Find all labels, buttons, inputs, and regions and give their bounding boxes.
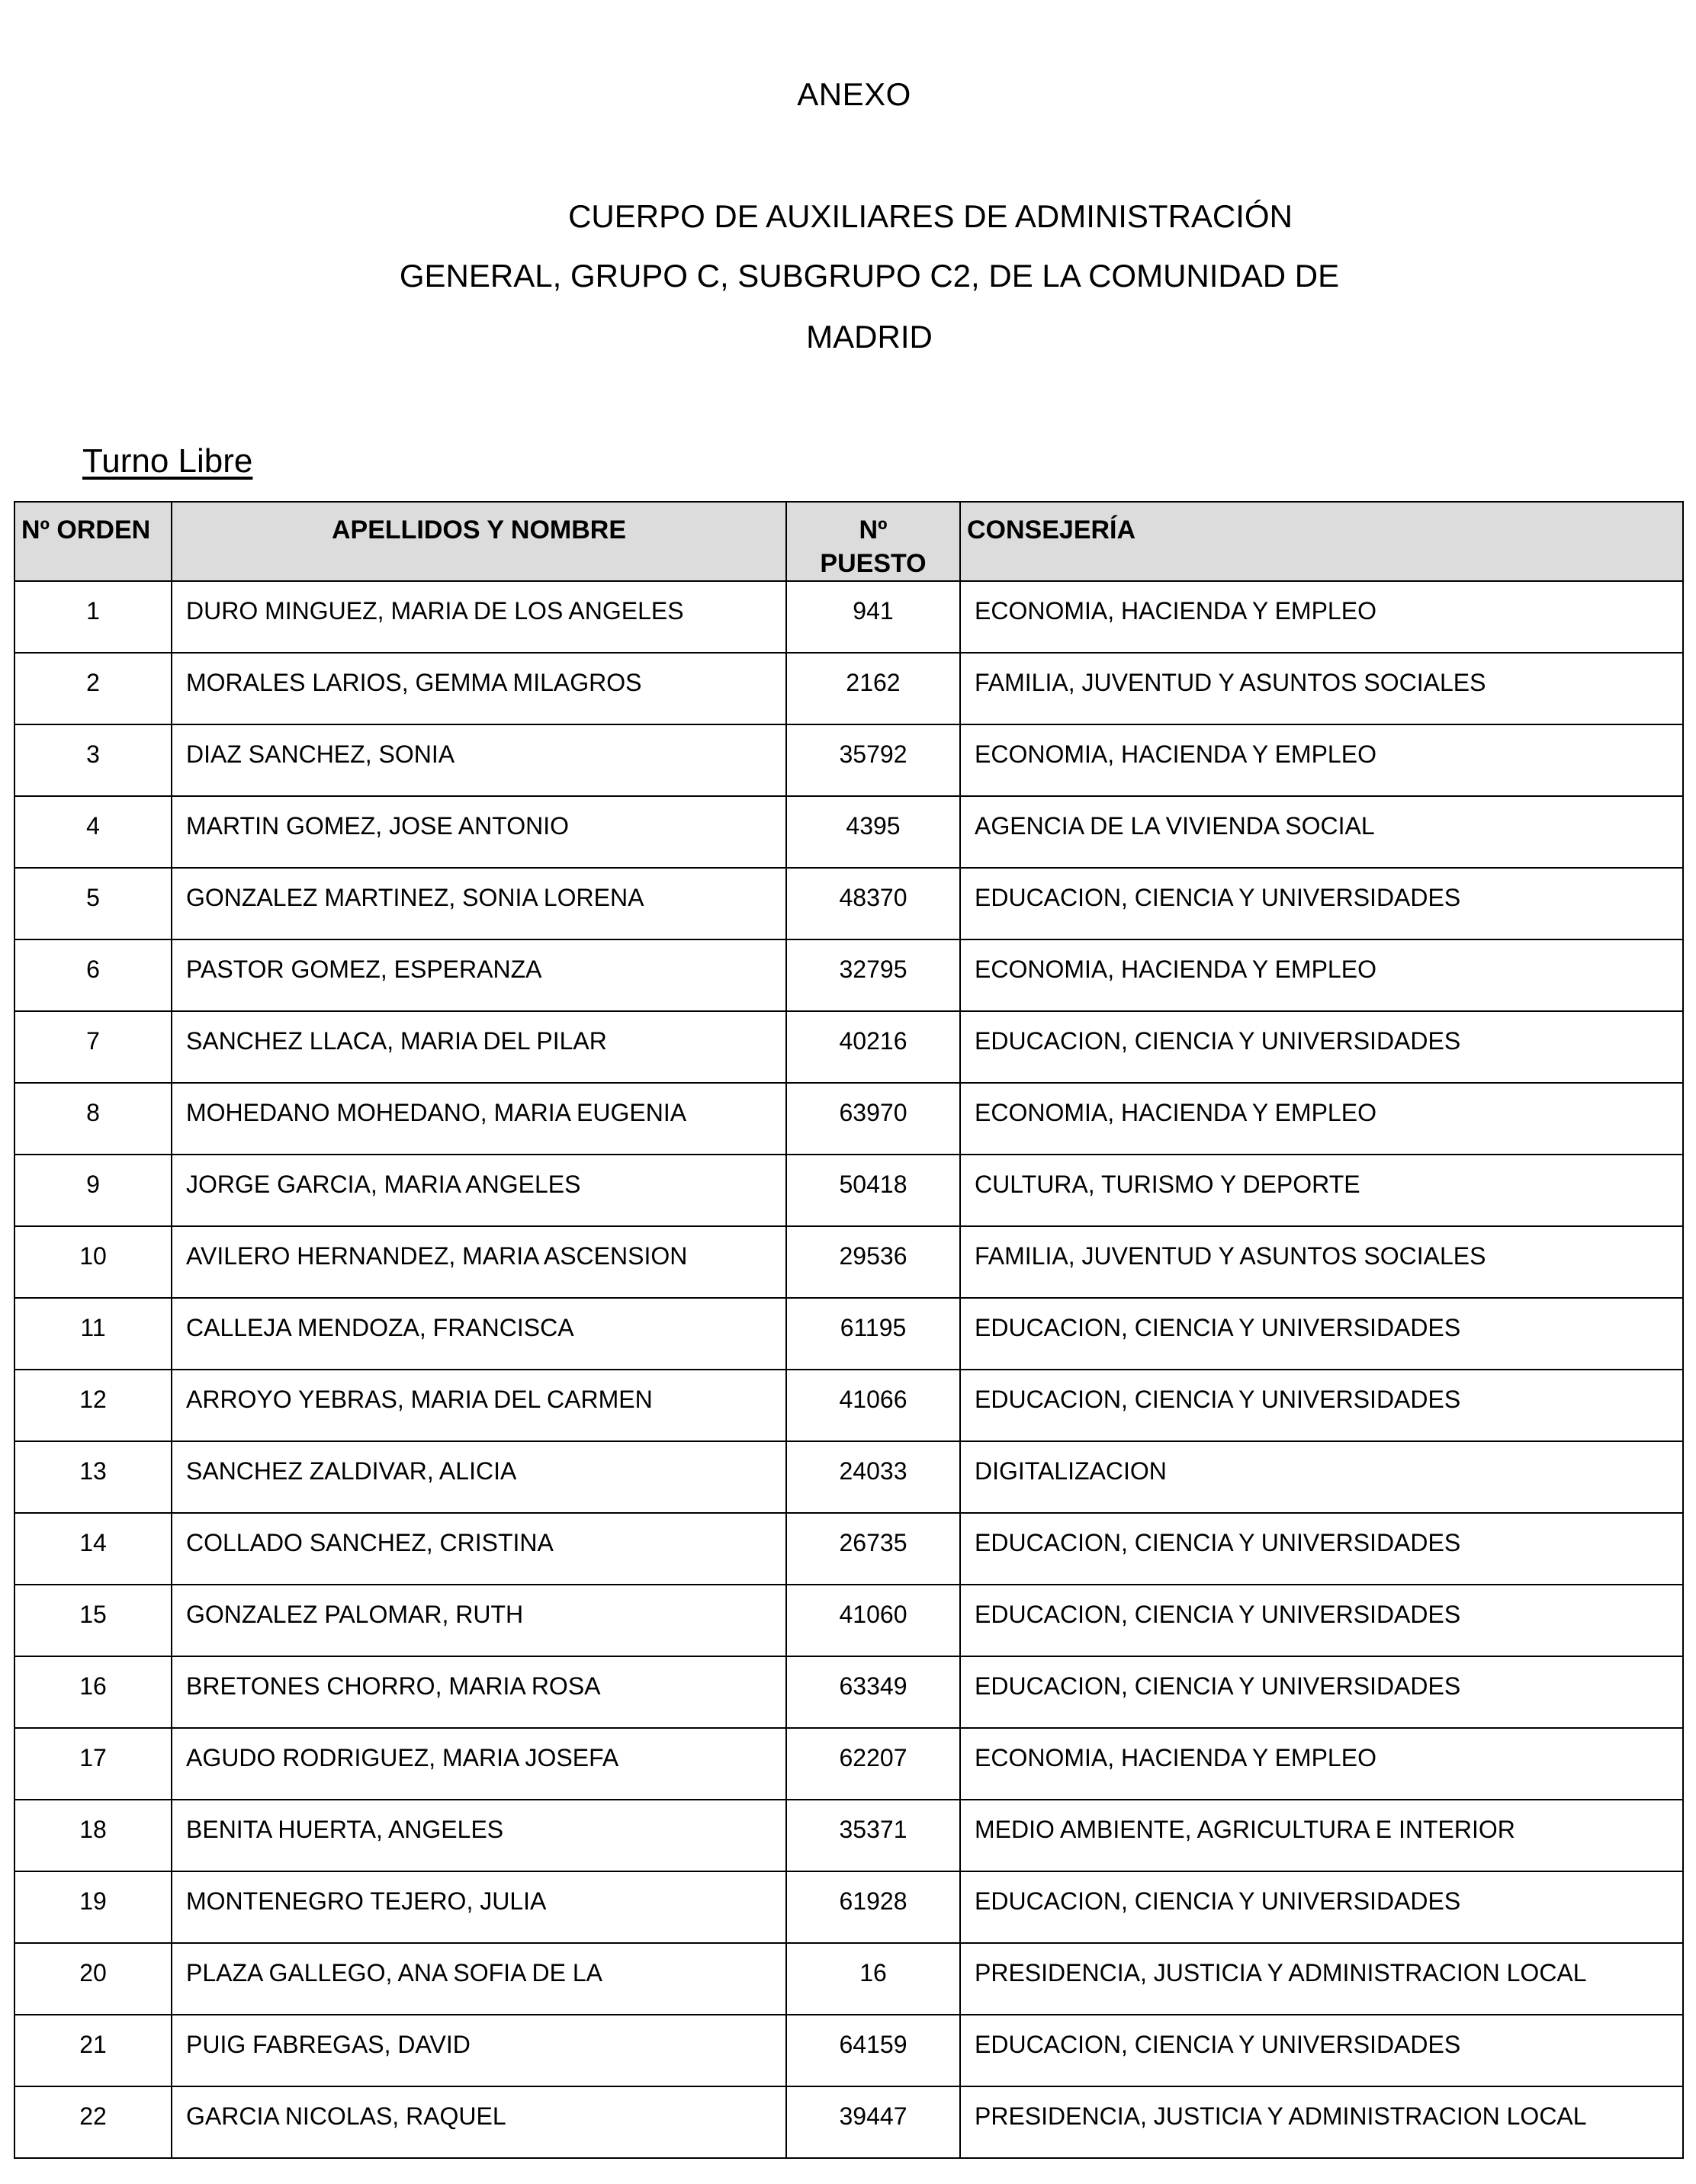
- cell-puesto: 941: [786, 581, 960, 653]
- cell-orden: 19: [14, 1871, 172, 1943]
- cell-nombre: BRETONES CHORRO, MARIA ROSA: [172, 1656, 786, 1728]
- cell-nombre: MORALES LARIOS, GEMMA MILAGROS: [172, 653, 786, 724]
- cell-puesto: 35371: [786, 1800, 960, 1871]
- cell-puesto: 64159: [786, 2015, 960, 2086]
- cell-puesto: 40216: [786, 1011, 960, 1083]
- cell-nombre: BENITA HUERTA, ANGELES: [172, 1800, 786, 1871]
- cell-nombre: JORGE GARCIA, MARIA ANGELES: [172, 1155, 786, 1226]
- cell-orden: 18: [14, 1800, 172, 1871]
- cell-puesto: 26735: [786, 1513, 960, 1585]
- cell-consejeria: EDUCACION, CIENCIA Y UNIVERSIDADES: [960, 1871, 1683, 1943]
- subtitle-line-2: GENERAL, GRUPO C, SUBGRUPO C2, DE LA COMUNIDAD DE: [399, 258, 1340, 294]
- cell-consejeria: EDUCACION, CIENCIA Y UNIVERSIDADES: [960, 1513, 1683, 1585]
- cell-consejeria: CULTURA, TURISMO Y DEPORTE: [960, 1155, 1683, 1226]
- cell-consejeria: DIGITALIZACION: [960, 1441, 1683, 1513]
- cell-consejeria: ECONOMIA, HACIENDA Y EMPLEO: [960, 1083, 1683, 1155]
- cell-puesto: 61928: [786, 1871, 960, 1943]
- header-orden: Nº ORDEN: [14, 502, 172, 581]
- cell-puesto: 63349: [786, 1656, 960, 1728]
- table-row: [14, 1298, 1683, 1370]
- cell-nombre: DIAZ SANCHEZ, SONIA: [172, 724, 786, 796]
- cell-nombre: GARCIA NICOLAS, RAQUEL: [172, 2086, 786, 2158]
- table-row: [14, 1728, 1683, 1800]
- table-row: [14, 796, 1683, 868]
- cell-puesto: 29536: [786, 1226, 960, 1298]
- cell-nombre: MONTENEGRO TEJERO, JULIA: [172, 1871, 786, 1943]
- cell-orden: 21: [14, 2015, 172, 2086]
- cell-orden: 10: [14, 1226, 172, 1298]
- cell-orden: 2: [14, 653, 172, 724]
- table-row: [14, 1011, 1683, 1083]
- cell-orden: 17: [14, 1728, 172, 1800]
- table-row: [14, 1943, 1683, 2015]
- table-row: [14, 1513, 1683, 1585]
- table-header-row: [14, 502, 1683, 581]
- cell-puesto: 48370: [786, 868, 960, 939]
- cell-nombre: CALLEJA MENDOZA, FRANCISCA: [172, 1298, 786, 1370]
- cell-puesto: 62207: [786, 1728, 960, 1800]
- table-row: [14, 1083, 1683, 1155]
- cell-puesto: 16: [786, 1943, 960, 2015]
- cell-orden: 8: [14, 1083, 172, 1155]
- table-row: [14, 1226, 1683, 1298]
- table-row: [14, 1871, 1683, 1943]
- table-row: [14, 1656, 1683, 1728]
- cell-consejeria: PRESIDENCIA, JUSTICIA Y ADMINISTRACION LOCAL: [960, 2086, 1683, 2158]
- table-row: [14, 653, 1683, 724]
- cell-nombre: DURO MINGUEZ, MARIA DE LOS ANGELES: [172, 581, 786, 653]
- cell-consejeria: PRESIDENCIA, JUSTICIA Y ADMINISTRACION LOCAL: [960, 1943, 1683, 2015]
- table-row: [14, 2086, 1683, 2158]
- cell-nombre: SANCHEZ ZALDIVAR, ALICIA: [172, 1441, 786, 1513]
- cell-orden: 15: [14, 1585, 172, 1656]
- cell-orden: 3: [14, 724, 172, 796]
- cell-orden: 4: [14, 796, 172, 868]
- document-title: ANEXO: [797, 76, 911, 112]
- cell-nombre: PUIG FABREGAS, DAVID: [172, 2015, 786, 2086]
- cell-puesto: 35792: [786, 724, 960, 796]
- cell-orden: 20: [14, 1943, 172, 2015]
- cell-puesto: 4395: [786, 796, 960, 868]
- subtitle-line-3: MADRID: [806, 319, 933, 355]
- cell-orden: 9: [14, 1155, 172, 1226]
- cell-consejeria: EDUCACION, CIENCIA Y UNIVERSIDADES: [960, 868, 1683, 939]
- cell-orden: 22: [14, 2086, 172, 2158]
- cell-puesto: 41060: [786, 1585, 960, 1656]
- table-row: [14, 868, 1683, 939]
- table-row: [14, 1155, 1683, 1226]
- cell-nombre: AGUDO RODRIGUEZ, MARIA JOSEFA: [172, 1728, 786, 1800]
- cell-consejeria: FAMILIA, JUVENTUD Y ASUNTOS SOCIALES: [960, 653, 1683, 724]
- cell-nombre: AVILERO HERNANDEZ, MARIA ASCENSION: [172, 1226, 786, 1298]
- table-row: [14, 1441, 1683, 1513]
- cell-orden: 12: [14, 1370, 172, 1441]
- cell-consejeria: ECONOMIA, HACIENDA Y EMPLEO: [960, 724, 1683, 796]
- cell-nombre: GONZALEZ MARTINEZ, SONIA LORENA: [172, 868, 786, 939]
- cell-consejeria: ECONOMIA, HACIENDA Y EMPLEO: [960, 581, 1683, 653]
- section-heading: Turno Libre: [82, 442, 253, 480]
- cell-orden: 11: [14, 1298, 172, 1370]
- subtitle-line-1: CUERPO DE AUXILIARES DE ADMINISTRACIÓN: [568, 198, 1293, 234]
- cell-orden: 1: [14, 581, 172, 653]
- table-row: [14, 1800, 1683, 1871]
- cell-consejeria: ECONOMIA, HACIENDA Y EMPLEO: [960, 939, 1683, 1011]
- cell-nombre: PASTOR GOMEZ, ESPERANZA: [172, 939, 786, 1011]
- cell-orden: 14: [14, 1513, 172, 1585]
- cell-puesto: 41066: [786, 1370, 960, 1441]
- cell-nombre: GONZALEZ PALOMAR, RUTH: [172, 1585, 786, 1656]
- table-row: [14, 581, 1683, 653]
- header-consejeria: CONSEJERÍA: [960, 502, 1683, 581]
- cell-consejeria: AGENCIA DE LA VIVIENDA SOCIAL: [960, 796, 1683, 868]
- cell-puesto: 63970: [786, 1083, 960, 1155]
- cell-puesto: 32795: [786, 939, 960, 1011]
- cell-consejeria: EDUCACION, CIENCIA Y UNIVERSIDADES: [960, 1656, 1683, 1728]
- cell-puesto: 2162: [786, 653, 960, 724]
- cell-puesto: 50418: [786, 1155, 960, 1226]
- cell-puesto: 39447: [786, 2086, 960, 2158]
- table-row: [14, 939, 1683, 1011]
- cell-nombre: ARROYO YEBRAS, MARIA DEL CARMEN: [172, 1370, 786, 1441]
- header-nombre: APELLIDOS Y NOMBRE: [172, 502, 786, 581]
- table-row: [14, 724, 1683, 796]
- cell-puesto: 24033: [786, 1441, 960, 1513]
- cell-consejeria: MEDIO AMBIENTE, AGRICULTURA E INTERIOR: [960, 1800, 1683, 1871]
- cell-nombre: SANCHEZ LLACA, MARIA DEL PILAR: [172, 1011, 786, 1083]
- cell-nombre: PLAZA GALLEGO, ANA SOFIA DE LA: [172, 1943, 786, 2015]
- cell-consejeria: EDUCACION, CIENCIA Y UNIVERSIDADES: [960, 1298, 1683, 1370]
- cell-orden: 7: [14, 1011, 172, 1083]
- cell-orden: 6: [14, 939, 172, 1011]
- cell-nombre: MARTIN GOMEZ, JOSE ANTONIO: [172, 796, 786, 868]
- cell-orden: 16: [14, 1656, 172, 1728]
- table-row: [14, 1585, 1683, 1656]
- cell-orden: 5: [14, 868, 172, 939]
- header-puesto-line1: Nº: [859, 515, 888, 544]
- table-row: [14, 2015, 1683, 2086]
- cell-consejeria: EDUCACION, CIENCIA Y UNIVERSIDADES: [960, 2015, 1683, 2086]
- header-puesto-line2: PUESTO: [820, 549, 927, 578]
- table-row: [14, 1370, 1683, 1441]
- cell-consejeria: FAMILIA, JUVENTUD Y ASUNTOS SOCIALES: [960, 1226, 1683, 1298]
- cell-orden: 13: [14, 1441, 172, 1513]
- cell-nombre: COLLADO SANCHEZ, CRISTINA: [172, 1513, 786, 1585]
- cell-nombre: MOHEDANO MOHEDANO, MARIA EUGENIA: [172, 1083, 786, 1155]
- cell-consejeria: ECONOMIA, HACIENDA Y EMPLEO: [960, 1728, 1683, 1800]
- cell-puesto: 61195: [786, 1298, 960, 1370]
- cell-consejeria: EDUCACION, CIENCIA Y UNIVERSIDADES: [960, 1585, 1683, 1656]
- header-puesto: [786, 502, 960, 581]
- cell-consejeria: EDUCACION, CIENCIA Y UNIVERSIDADES: [960, 1011, 1683, 1083]
- cell-consejeria: EDUCACION, CIENCIA Y UNIVERSIDADES: [960, 1370, 1683, 1441]
- results-table: [14, 501, 1684, 2159]
